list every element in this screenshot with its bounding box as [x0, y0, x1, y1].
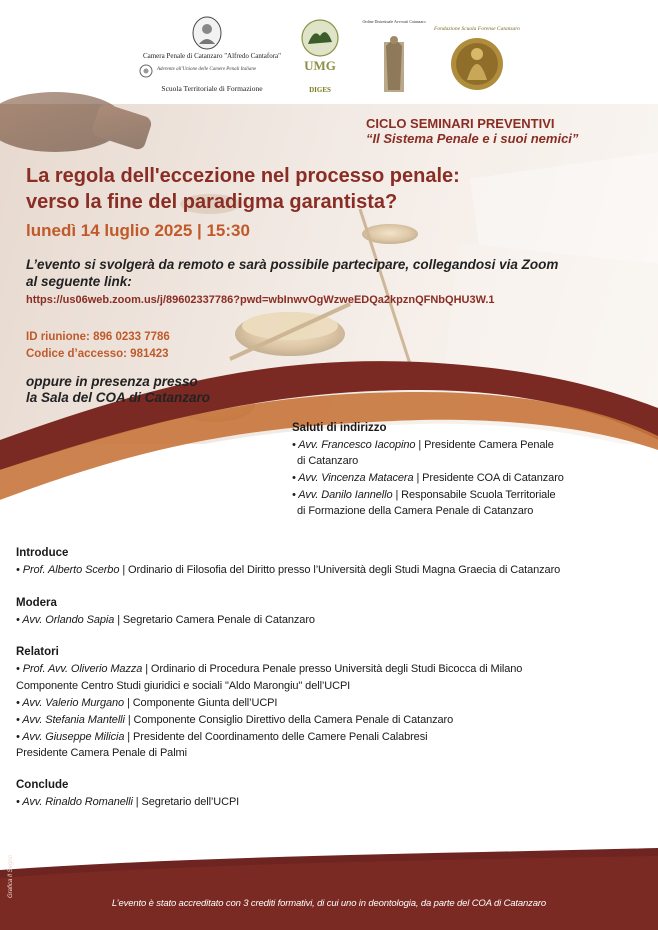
saluti-item-role: | Responsabile Scuola Territoriale: [392, 489, 556, 501]
event-title-line1: La regola dell'eccezione nel processo penale:: [26, 165, 460, 187]
relatori-item-name: • Avv. Valerio Murgano: [16, 697, 125, 709]
meeting-id: ID riunione: 896 0233 7786: [26, 331, 170, 343]
camera-penale-name: Camera Penale di Catanzaro "Alfredo Cantafora": [142, 52, 282, 60]
relatori-item-role: | Ordinario di Procedura Penale presso Università degli Studi Bicocca di Milano: [142, 663, 523, 675]
saluti-item-name: • Avv. Danilo Iannello: [292, 489, 393, 501]
relatori-item: [16, 697, 277, 709]
relatori-item: [16, 714, 453, 726]
relatori-item-name: • Prof. Avv. Oliverio Mazza: [16, 663, 143, 675]
relatori-item: [16, 663, 522, 675]
introduce-item: [16, 564, 560, 576]
umg-logo-text: UMG: [304, 58, 336, 73]
saluti-item-name: • Avv. Francesco Iacopino: [292, 439, 416, 451]
series-subtitle: “Il Sistema Penale e i suoi nemici”: [366, 131, 579, 146]
relatori-item-role: | Componente Consiglio Direttivo della Camera Penale di Catanzaro: [124, 714, 454, 726]
graphic-credit: Grafica Il Segno: [8, 854, 14, 898]
modera-title: Modera: [16, 597, 57, 609]
footer-band: [0, 848, 658, 930]
remote-info-line1: L’evento si svolgerà da remoto e sarà possibile partecipare, collegandosi via Zoom: [26, 257, 559, 272]
ordine-avvocati-logo: [362, 16, 426, 96]
camera-penale-emblem: [192, 16, 222, 50]
presence-line2: la Sala del COA di Catanzaro: [26, 390, 211, 405]
saluti-item-role-cont: di Catanzaro: [297, 455, 359, 467]
saluti-item-role: | Presidente COA di Catanzaro: [413, 472, 564, 484]
presence-line1: oppure in presenza presso: [26, 374, 198, 389]
school-name: Scuola Territoriale di Formazione: [161, 84, 263, 93]
ucpi-icon: [139, 64, 153, 78]
ordine-logo-text: Ordine Distrettuale Avvocati Catanzaro: [362, 19, 426, 24]
zoom-link[interactable]: https://us06web.zoom.us/j/89602337786?pwd=wbInwvOgWzweEDQa2kpznQFNbQHU3W.1: [26, 294, 495, 306]
fondazione-scuola-forense-logo: [434, 18, 520, 98]
relatori-item-name: • Avv. Stefania Mantelli: [16, 714, 125, 726]
conclude-item-role: | Segretario dell’UCPI: [132, 796, 240, 808]
modera-item-role: | Segretario Camera Penale di Catanzaro: [114, 614, 315, 626]
adherent-row: [135, 64, 305, 78]
saluti-item: [292, 439, 554, 451]
adherent-text: Aderente all'Unione delle Camere Penali Italiane: [157, 67, 257, 72]
conclude-title: Conclude: [16, 779, 69, 791]
saluti-item-role-cont: di Formazione della Camera Penale di Catanzaro: [297, 505, 534, 517]
introduce-item-role: | Ordinario di Filosofia del Diritto presso l’Università degli Studi Magna Graecia di Catanzaro: [119, 564, 561, 576]
conclude-item: [16, 796, 239, 808]
introduce-item-name: • Prof. Alberto Scerbo: [16, 564, 120, 576]
relatori-item-role-cont: Presidente Camera Penale di Palmi: [16, 747, 187, 759]
saluti-item-role: | Presidente Camera Penale: [415, 439, 554, 451]
diges-label: DIGES: [309, 86, 331, 94]
saluti-item: [292, 472, 564, 484]
introduce-title: Introduce: [16, 547, 69, 559]
event-date: lunedì 14 luglio 2025 | 15:30: [26, 221, 250, 240]
relatori-item-role: | Componente Giunta dell’UCPI: [124, 697, 278, 709]
series-title: CICLO SEMINARI PREVENTIVI: [366, 116, 555, 131]
saluti-item-name: • Avv. Vincenza Matacera: [292, 472, 414, 484]
relatori-item-name: • Avv. Giuseppe Milicia: [16, 731, 125, 743]
relatori-title: Relatori: [16, 646, 59, 658]
event-title-line2: verso la fine del paradigma garantista?: [26, 191, 398, 213]
saluti-item: [292, 489, 556, 501]
footer-credits: L’evento è stato accreditato con 3 crediti formativi, di cui uno in deontologia, da parte del COA di Catanzaro: [111, 898, 547, 909]
conclude-item-name: • Avv. Rinaldo Romanelli: [16, 796, 133, 808]
remote-info-line2: al seguente link:: [26, 274, 132, 289]
relatori-item: [16, 731, 427, 743]
umg-logo: [298, 18, 342, 98]
modera-item: [16, 614, 315, 626]
relatori-item-role-cont: Componente Centro Studi giuridici e sociali "Aldo Marongiu" dell’UCPI: [16, 680, 351, 692]
saluti-title: Saluti di indirizzo: [292, 422, 387, 434]
access-code: Codice d’accesso: 981423: [26, 348, 169, 360]
relatori-item-role: | Presidente del Coordinamento delle Camere Penali Calabresi: [124, 731, 428, 743]
fondazione-logo-text: Fondazione Scuola Forense Catanzaro: [434, 26, 520, 32]
modera-item-name: • Avv. Orlando Sapia: [16, 614, 115, 626]
